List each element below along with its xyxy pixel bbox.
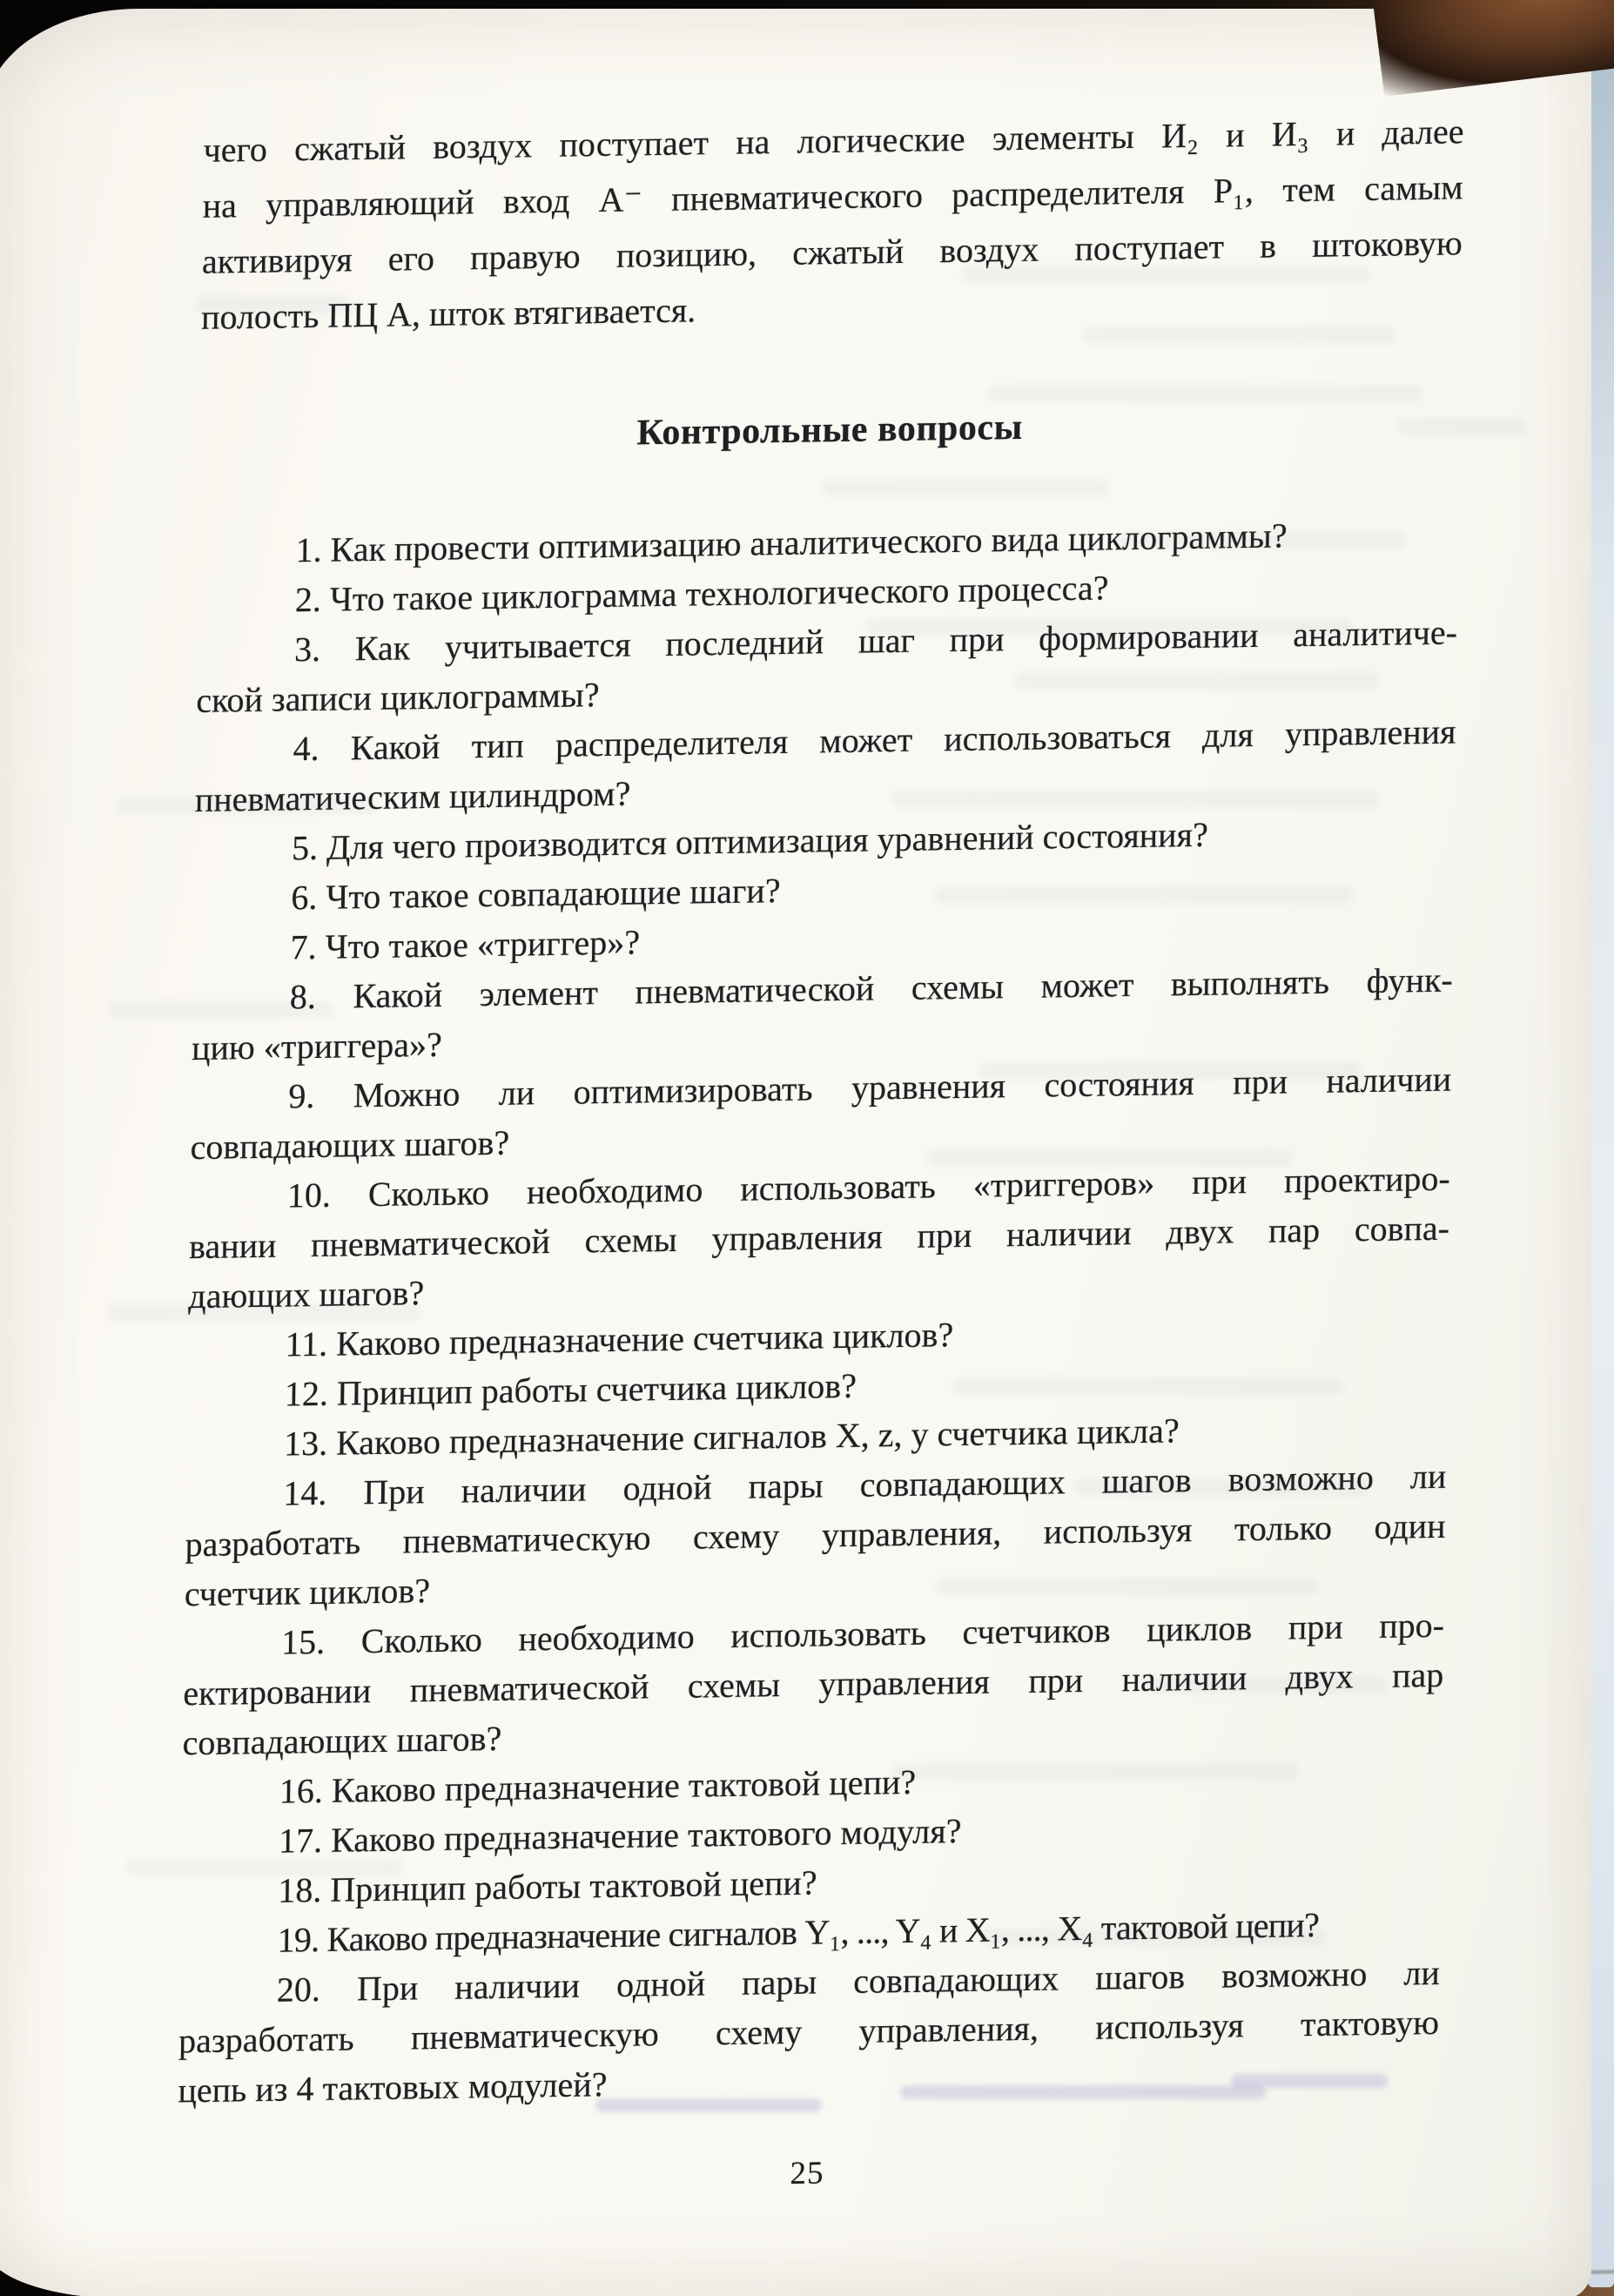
question-line: пневматическим цилиндром? [194, 773, 631, 819]
intro-line: чего сжатый воздух поступает на логические элементы И₂ и И₃ и далее [203, 111, 1464, 170]
question-line: 19. Каково предназначение сигналов Y₁, ..., Y₄ и X₁, ..., X₄ тактовой цепи? [277, 1904, 1320, 1960]
question-line: 15. Сколько необходимо использовать счетчиков циклов при про- [280, 1605, 1445, 1662]
book-page [0, 9, 1591, 2296]
question-14 [185, 1451, 1447, 1619]
question-line: дающих шагов? [188, 1273, 425, 1316]
question-8 [192, 955, 1453, 1074]
question-3 [196, 607, 1457, 725]
page-stack-edge [1588, 24, 1614, 2287]
intro-line: активируя его правую позицию, сжатый воздух поступает в штоковую [201, 223, 1463, 281]
question-line: совпадающих шагов? [182, 1718, 502, 1763]
question-line: совпадающих шагов? [190, 1122, 510, 1168]
question-line: 9. Можно ли оптимизировать уравнения состояния при наличии [288, 1059, 1452, 1116]
page-content [177, 104, 1464, 2201]
question-line: счетчик циклов? [184, 1571, 431, 1614]
page-number: 25 [790, 2155, 824, 2192]
intro-line: на управляющий вход А⁻ пневматического распределителя Р₁, тем самым [202, 167, 1463, 226]
question-line: 11. Каково предназначение счетчика циклов? [285, 1315, 954, 1364]
question-line: 2. Что такое циклограмма технологического процесса? [294, 568, 1109, 620]
question-line: 10. Сколько необходимо использовать «триггеров» при проектиро- [286, 1158, 1451, 1215]
intro-line: полость ПЦ А, шток втягивается. [200, 290, 696, 337]
question-line: 4. Какой тип распределителя может использоваться для управления [293, 711, 1456, 769]
question-line: ектировании пневматической схемы управления при наличии двух пар [183, 1654, 1444, 1714]
question-line: 1. Как провести оптимизацию аналитического вида циклограммы? [295, 515, 1288, 570]
question-line: вании пневматической схемы управления при наличии двух пар совпа- [188, 1208, 1450, 1267]
section-heading: Контрольные вопросы [636, 407, 1024, 454]
question-line: 20. При наличии одной пары совпадающих шагов возможно ли [276, 1952, 1441, 2010]
question-line: цепь из 4 тактовых модулей? [178, 2064, 608, 2111]
question-line: 17. Каково предназначение тактового модуля? [278, 1811, 962, 1861]
question-4 [195, 706, 1456, 825]
question-line: 14. При наличии одной пары совпадающих шагов возможно ли [283, 1456, 1447, 1513]
question-line: 13. Каково предназначение сигналов X, z, y счетчика цикла? [283, 1411, 1180, 1464]
question-line: 3. Как учитывается последний шаг при формировании аналитиче- [293, 612, 1458, 670]
question-15 [182, 1600, 1444, 1768]
question-10 [188, 1154, 1450, 1322]
intro-paragraph [201, 104, 1464, 346]
question-line: разработать пневматическую схему управления, используя тактовую [178, 2002, 1440, 2061]
question-line: 16. Каково предназначение тактовой цепи? [279, 1761, 917, 1811]
question-line: 5. Для чего производится оптимизация уравнений состояния? [291, 814, 1209, 868]
question-line: 12. Принцип работы счетчика циклов? [284, 1365, 857, 1414]
question-line: 6. Что такое совпадающие шаги? [291, 871, 781, 918]
question-9 [190, 1054, 1451, 1173]
question-line: цию «триггера»? [191, 1024, 443, 1068]
question-line: 7. Что такое «триггер»? [290, 922, 641, 967]
question-line: 18. Принцип работы тактовой цепи? [278, 1862, 817, 1910]
question-20 [178, 1948, 1440, 2116]
question-line: разработать пневматическую схему управления, используя только один [185, 1505, 1446, 1565]
question-line: 8. Какой элемент пневматической схемы может выполнять функ- [289, 959, 1454, 1017]
question-line: ской записи циклограммы? [196, 675, 600, 720]
